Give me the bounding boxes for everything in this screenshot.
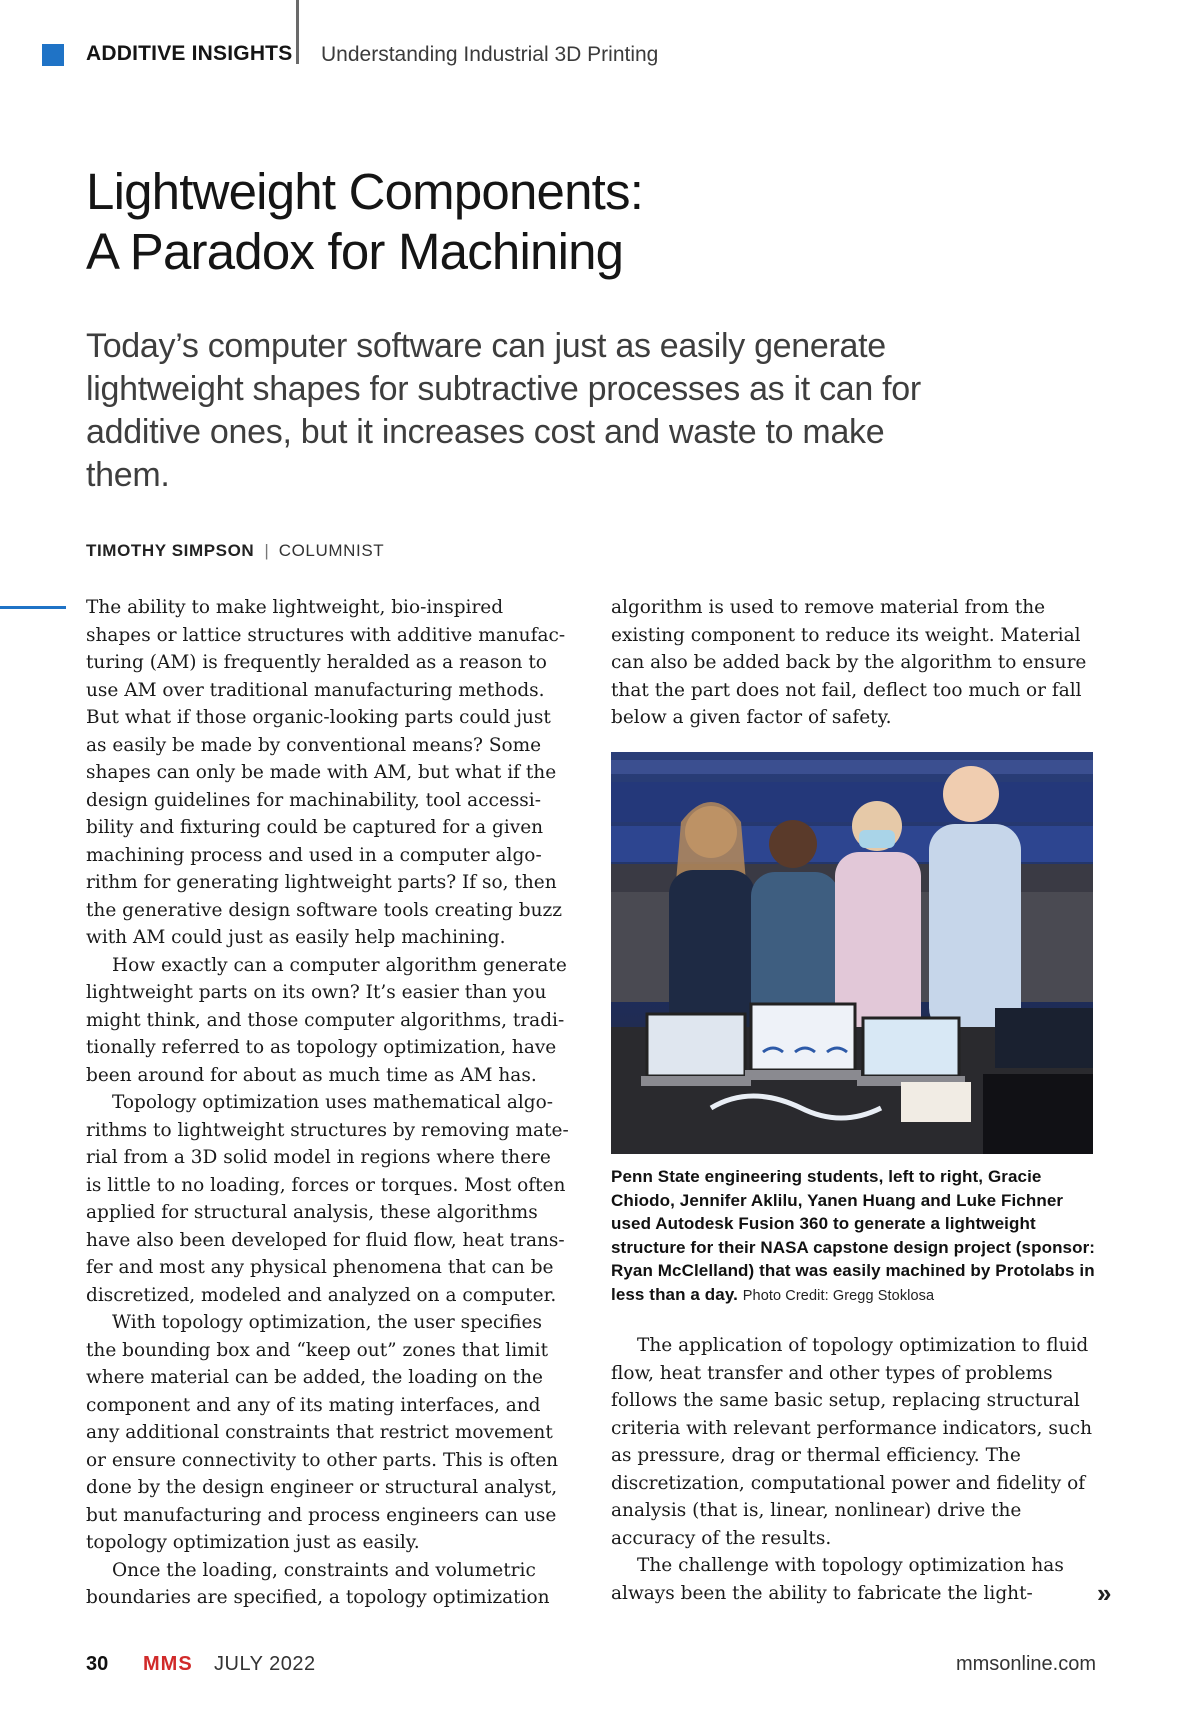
author-role: COLUMNIST <box>278 541 385 560</box>
photo-credit: Photo Credit: Gregg Stoklosa <box>742 1287 935 1304</box>
section-label: ADDITIVE INSIGHTS <box>86 42 293 65</box>
article-title-line-1: Lightweight Components: <box>86 163 644 220</box>
byline <box>86 541 384 561</box>
printed-part <box>901 1082 971 1122</box>
monitor-background <box>995 1008 1093 1068</box>
continued-arrow-icon: » <box>1097 1578 1112 1608</box>
laptop-2 <box>745 1004 861 1080</box>
laptop-1 <box>641 1014 751 1086</box>
body-paragraph: algorithm is used to remove material from the existing component to reduce its weight. Material can also be added back by the algorithm to ensure that the part does not fail, deflect too much or fall below a given factor of safety. <box>611 597 1087 728</box>
section-topic: Understanding Industrial 3D Printing <box>321 43 659 66</box>
page-number: 30 <box>86 1653 109 1675</box>
body-paragraph: The application of topology optimization to fluid flow, heat transfer and other types of problems follows the same basic setup, replacing structural criteria with relevant performance indicators, such as pressure, drag or thermal efficiency. The discretization, computational power and fidelity of analysis (that is, linear, nonlinear) drive the accuracy of the results. <box>611 1335 1092 1549</box>
body-paragraph: Topology optimization uses mathematical algorithms to lightweight structures by removing material from a 3D solid model in regions where there is little to no loading, forces or torques. Most often applied for structural analysis, these algorithms have also been developed for fluid flow, heat transfer and most any physical phenomena that can be discretized, modeled and analyzed on a computer. <box>86 1092 569 1306</box>
article-title-line-2: A Paradox for Machining <box>86 223 624 280</box>
header-divider <box>296 0 299 64</box>
students-photo-illustration <box>611 752 1093 1154</box>
body-column-left <box>86 594 572 1612</box>
caption-text: Penn State engineering students, left to right, Gracie Chiodo, Jennifer Aklilu, Yanen Huang and Luke Fichner used Autodesk Fusion 360 to generate a lightweight structure for their NASA capstone design project (sponsor: Ryan McClelland) that was easily machined by Protolabs in less than a day. <box>611 1167 1096 1304</box>
website: mmsonline.com <box>955 1653 1096 1675</box>
body-paragraph: The ability to make lightweight, bio-inspired shapes or lattice structures with additive manufacturing (AM) is frequently heralded as a reason to use AM over traditional manufacturing methods. But what if those organic-looking parts could just as easily be made by conventional means? Some shapes can only be made with AM, but what if the design guidelines for machinability, tool accessibility and fixturing could be captured for a given machining process and used in a computer algorithm for generating lightweight parts? If so, then the generative design software tools creating buzz with AM could just as easily help machining. <box>86 597 566 948</box>
body-column-right-top <box>611 594 1101 732</box>
laptop-3 <box>857 1018 965 1086</box>
body-paragraph: With topology optimization, the user specifies the bounding box and “keep out” zones that limit where material can be added, the loading on the component and any of its mating interfaces, and any additional constraints that restrict movement or ensure connectivity to other parts. This is often done by the design engineer or structural analyst, but manufacturing and process engineers can use topology optimization just as easily. <box>86 1312 559 1553</box>
author-name: TIMOTHY SIMPSON <box>86 541 255 560</box>
body-column-right-bottom <box>611 1332 1101 1607</box>
byline-separator: | <box>264 541 269 560</box>
body-paragraph: How exactly can a computer algorithm generate lightweight parts on its own? It’s easier than you might think, and those computer algorithms, traditionally referred to as topology optimization, have been around for about as much time as AM has. <box>86 954 567 1086</box>
article-deck: Today’s computer software can just as easily generate lightweight shapes for subtractive processes as it can for additive ones, but it increases cost and waste to make them. <box>86 327 921 494</box>
photo-caption <box>611 1165 1103 1308</box>
publication-brand: MMS <box>143 1653 193 1675</box>
body-paragraph: The challenge with topology optimization has always been the ability to fabricate the light- <box>611 1555 1064 1604</box>
article-photo <box>611 752 1093 1154</box>
column-accent-rule <box>0 606 66 609</box>
section-marker-square <box>42 44 64 66</box>
article-title <box>86 162 986 282</box>
black-case <box>983 1074 1093 1154</box>
body-paragraph: Once the loading, constraints and volumetric boundaries are specified, a topology optimization <box>86 1559 550 1608</box>
issue-date: JULY 2022 <box>214 1653 316 1675</box>
